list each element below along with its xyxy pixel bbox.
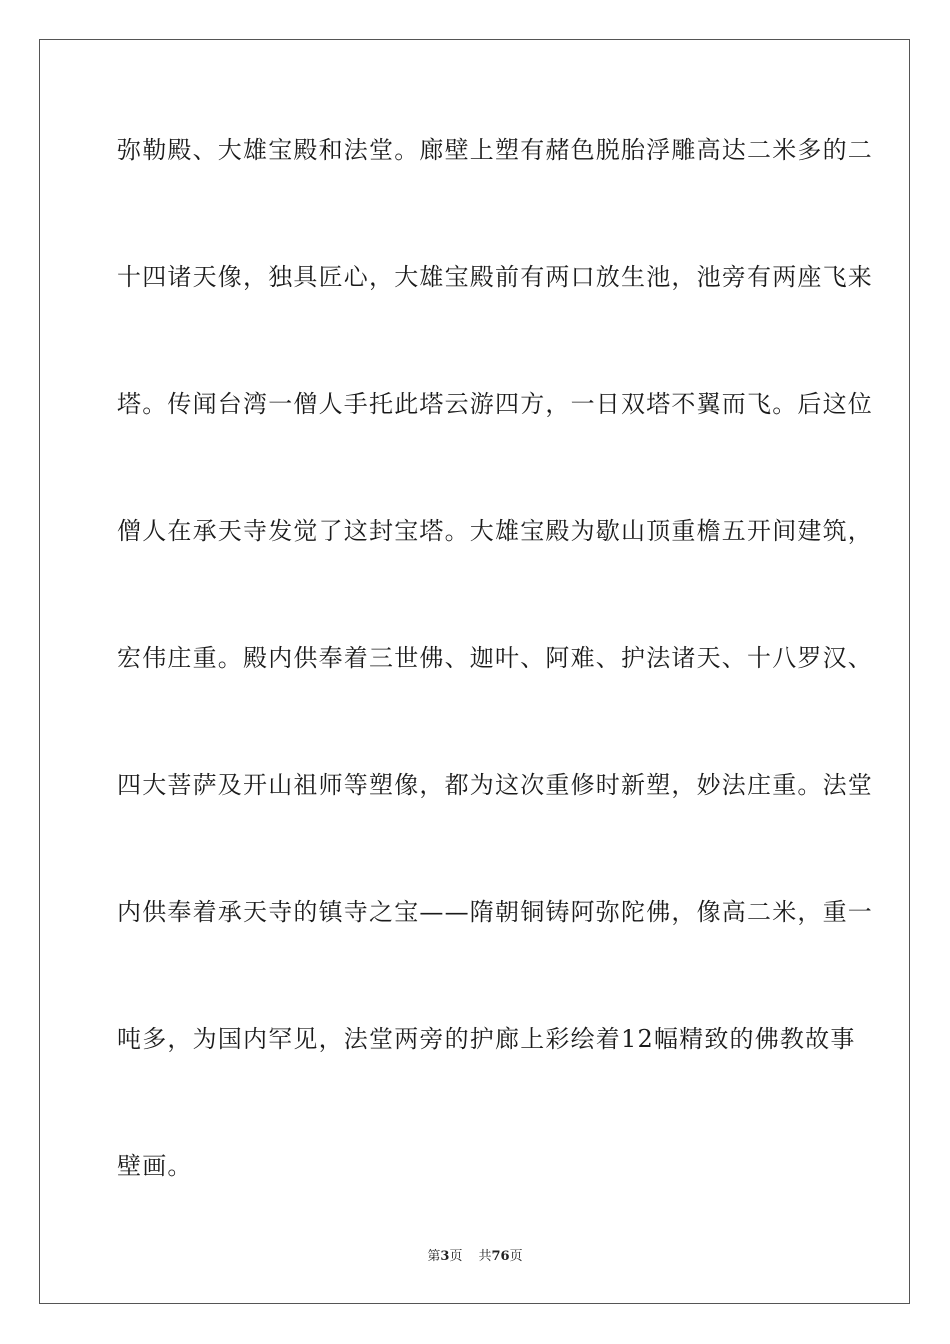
page-suffix: 页 [449,1249,463,1264]
total-suffix: 页 [509,1249,523,1264]
page-footer [0,1245,950,1264]
text-line: 弥勒殿、大雄宝殿和法堂。廊壁上塑有赭色脱胎浮雕高达二米多的二 [117,136,873,164]
total-prefix: 共 [478,1249,492,1264]
text-line: 壁画。 [117,1152,193,1180]
page-number: 3 [440,1249,450,1264]
body-text [117,128,873,1271]
text-line: 僧人在承天寺发觉了这封宝塔。大雄宝殿为歇山顶重檐五开间建筑， [117,517,873,545]
text-line: 塔。传闻台湾一僧人手托此塔云游四方，一日双塔不翼而飞。后这位 [117,390,873,418]
page-prefix: 第 [427,1249,441,1264]
text-line: 十四诸天像，独具匠心，大雄宝殿前有两口放生池，池旁有两座飞来 [117,263,873,291]
text-line: 内供奉着承天寺的镇寺之宝——隋朝铜铸阿弥陀佛，像高二米，重一 [117,898,873,926]
total-pages: 76 [491,1249,510,1264]
text-line: 宏伟庄重。殿内供奉着三世佛、迦叶、阿难、护法诸天、十八罗汉、 [117,644,873,672]
text-line: 四大菩萨及开山祖师等塑像，都为这次重修时新塑，妙法庄重。法堂 [117,771,873,799]
text-line: 吨多，为国内罕见，法堂两旁的护廊上彩绘着12幅精致的佛教故事 [117,1025,856,1053]
